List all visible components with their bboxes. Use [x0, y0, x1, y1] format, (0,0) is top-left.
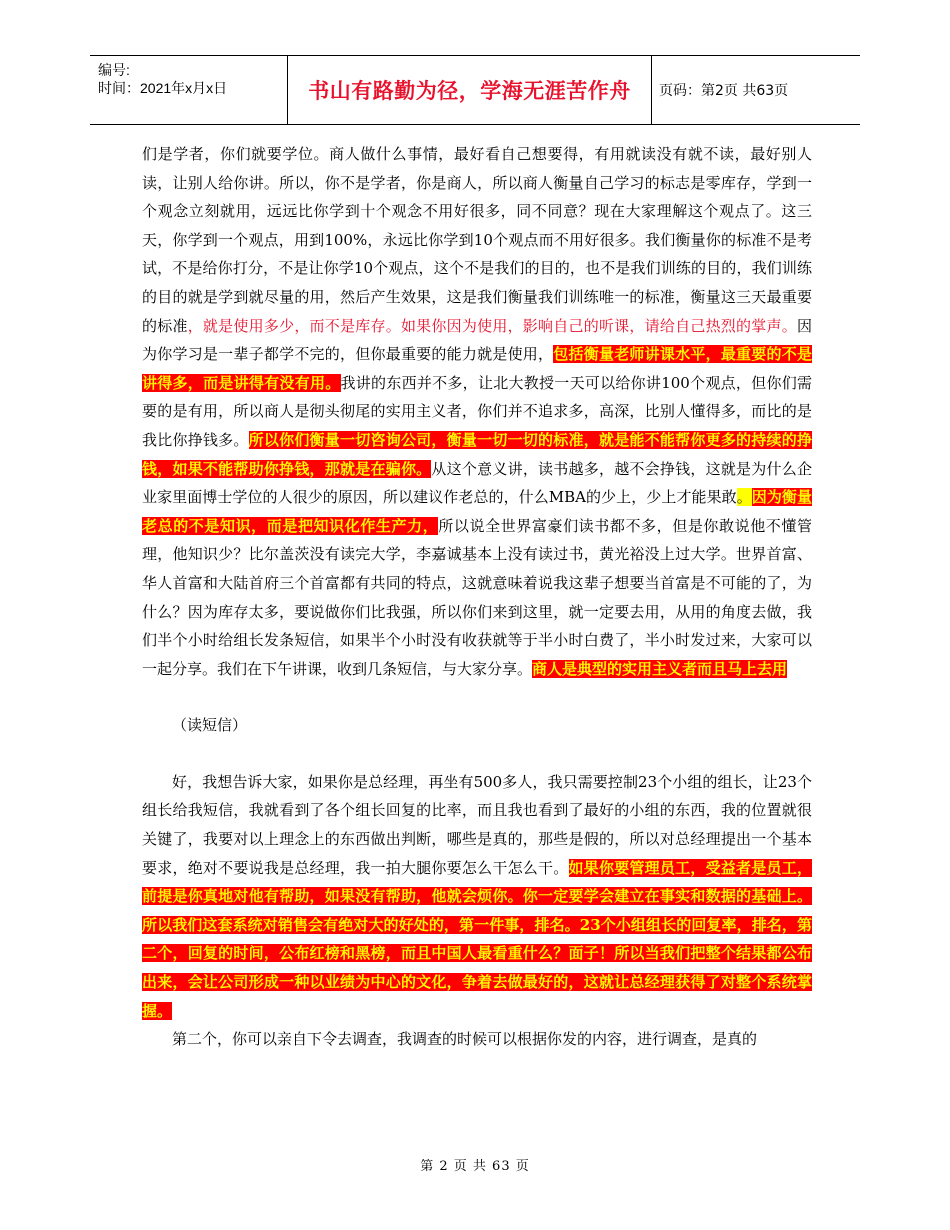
- highlight-run: 包括衡量老师讲课水平，最重要的不是讲得多，而是讲得有没有用。: [142, 345, 812, 392]
- text-run: 我讲的东西并不多，让北大教授一天可以给你讲100个观点，但你们需要的是有用，所以商人是彻头彻尾的实用主义者，你们并不追求多，高深，比别人懂得多，而比的是我比你挣钱多。: [142, 373, 812, 449]
- highlight-run: 如果你要管理员工，受益者是员工，前提是你真地对他有帮助，如果没有帮助，他就会烦你。你一定要学会建立在事实和数据的基础上。所以我们这套系统对销售会有绝对大的好处的，第一件事，排名。23个小组组长的回复率，排名，第二个，回复的时间，公布红榜和黑榜，而且中国人最看重什么？面子！所以当我们把整个结果都公布出来，会让公司形成一种以业绩为中心的文化，争着去做最好的，这就让总经理获得了对整个系统掌握。: [142, 858, 812, 1020]
- text-run: 因为你学习是一辈子都学不完的，但你最重要的能力就是使用，: [142, 316, 812, 364]
- doc-time-label: 时间：2021年x月x日: [98, 80, 228, 96]
- page-header: [90, 55, 860, 125]
- document-body: [142, 140, 812, 1054]
- read-sms-note: （读短信）: [172, 716, 248, 735]
- doc-number-label: 编号:: [98, 62, 130, 78]
- highlight-run: 所以你们衡量一切咨询公司，衡量一切一切的标准，就是能不能帮你更多的持续的挣钱，如果不能帮助你挣钱，那就是在骗你。: [142, 430, 812, 478]
- text-run: 们是学者，你们就要学位。商人做什么事情，最好看自己想要得，有用就读没有就不读，最好别人读，让别人给你讲。所以，你不是学者，你是商人，所以商人衡量自己学习的标志是零库存，学到一个观念立刻就用，远远比你学到十个观念不用好很多，同不同意？现在大家理解这个观点了。这三天，你学到一个观点，用到100%，永远比你学到10个观点而不用好很多。我们衡量你的标准不是考试，不是给你打分，不是让你学10个观点，这个不是我们的目的，也不是我们训练的目的，我们训练的目的就是学到就尽量的用，然后产生效果，这是我们衡量我们训练唯一的标准，衡量这三天最重要的标准: [142, 145, 812, 335]
- highlight-run: 商人是典型的实用主义者而且马上去用: [532, 659, 788, 678]
- text-run: 从这个意义讲，读书越多，越不会挣钱，这就是为什么企业家里面博士学位的人很少的原因，所以建议作老总的，什么MBA的少上，少上才能果敢: [142, 459, 812, 507]
- red-text-run: ，就是使用多少，而不是库存。如果你因为使用，影响自己的听课，请给自己热烈的掌声。: [187, 316, 797, 335]
- page-footer: 第 2 页 共 63 页: [420, 1159, 530, 1174]
- paragraph-1: [142, 140, 812, 683]
- text-run: 所以说全世界富豪们读书都不多，但是你敢说他不懂管理，他知识少？比尔盖茨没有读完大学，李嘉诚基本上没有读过书，黄光裕没上过大学。世界首富、华人首富和大陆首府三个首富都有共同的特点，这就意味着说我这辈子想要当首富是不可能的了，为什么？因为库存太多，要说做你们比我强，所以你们来到这里，就一定要去用，从用的角度去做，我们半个小时给组长发条短信，如果半个小时没有收获就等于半小时白费了，半小时发过来，大家可以一起分享。我们在下午讲课，收到几条短信，与大家分享。: [142, 516, 812, 678]
- header-meta: [90, 56, 287, 124]
- highlight-run: 因为衡量老总的不是知识，而是把知识化作生产力，: [142, 488, 812, 535]
- yellow-highlight-run: 。: [736, 488, 752, 507]
- header-page-info: 页码：第2页 共63页: [659, 83, 789, 99]
- text-run: 好，我想告诉大家，如果你是总经理，再坐有500多人，我只需要控制23个小组的组长，让23个组长给我短信，我就看到了各个组长回复的比率，而且我也看到了最好的小组的东西，我的位置就很关键了，我要对以上理念上的东西做出判断，哪些是真的，那些是假的，所以对总经理提出一个基本要求，绝对不要说我是总经理，我一拍大腿你要怎么干怎么干。: [142, 772, 812, 877]
- paragraph-2: [142, 768, 812, 1025]
- paragraph-3: 第二个，你可以亲自下令去调查，我调查的时候可以根据你发的内容，进行调查，是真的: [172, 1030, 758, 1049]
- header-motto: 书山有路勤为径，学海无涯苦作舟: [287, 56, 652, 124]
